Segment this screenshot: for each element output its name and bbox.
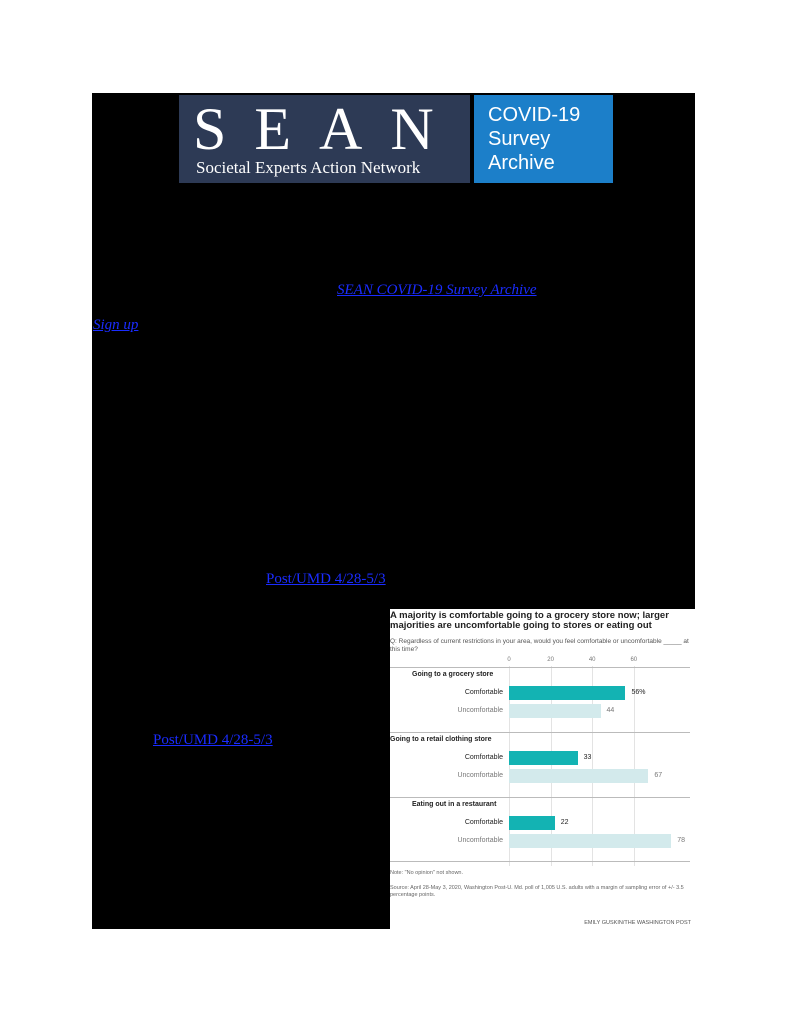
group-separator	[390, 797, 690, 798]
signup-link[interactable]: Sign up	[93, 317, 139, 333]
axis-tick-label: 0	[507, 657, 511, 663]
data-label: 44	[606, 707, 615, 714]
survey-bar-chart	[390, 609, 695, 929]
chart-source: Source: April 28-May 3, 2020, Washington Post-U. Md. poll of 1,005 U.S. adults with a margin of sampling error of +/- 3.5 percentage points.	[390, 885, 684, 898]
data-label: 56%	[631, 689, 646, 696]
comfortable-bar	[509, 751, 578, 765]
uncomfortable-bar	[509, 769, 648, 783]
logo-badge-line: COVID-19	[488, 104, 581, 126]
chart-note: Note: "No opinion" not shown.	[390, 870, 464, 876]
row-label: Uncomfortable	[457, 707, 503, 714]
group-separator	[390, 667, 690, 668]
logo-badge-line: Survey	[488, 128, 551, 150]
chart-question: Q: Regardless of current restrictions in your area, would you feel comfortable or uncomfortable _____ at this time?	[390, 638, 689, 653]
sean-logo	[179, 95, 613, 183]
chart-credit: EMILY GUSKIN/THE WASHINGTON POST	[584, 920, 691, 926]
data-label: 78	[677, 837, 686, 844]
group-separator	[390, 861, 690, 862]
row-label: Comfortable	[464, 689, 503, 696]
group-label: Eating out in a restaurant	[412, 801, 497, 808]
archive-link[interactable]: SEAN COVID-19 Survey Archive	[337, 282, 537, 298]
source-link-2[interactable]: Post/UMD 4/28-5/3	[153, 732, 273, 748]
group-label: Going to a grocery store	[412, 671, 494, 678]
uncomfortable-bar	[509, 834, 671, 848]
data-label: 67	[654, 772, 663, 779]
comfortable-bar	[509, 686, 625, 700]
group-separator	[390, 732, 690, 733]
chart-title: A majority is comfortable going to a grocery store now; larger majorities are uncomfortable going to stores or eating out	[390, 610, 669, 631]
data-label: 22	[560, 819, 569, 826]
logo-badge-block	[474, 95, 613, 183]
logo-badge-text	[488, 103, 580, 175]
data-label: 33	[583, 754, 592, 761]
axis-tick-label: 20	[547, 657, 554, 663]
axis-tick-label: 60	[630, 657, 638, 663]
row-label: Uncomfortable	[457, 772, 503, 779]
logo-badge-line: Archive	[488, 152, 555, 174]
logo-title: SEAN	[193, 96, 462, 162]
uncomfortable-bar	[509, 704, 601, 718]
logo-subtitle: Societal Experts Action Network	[196, 158, 421, 177]
axis-tick-label: 40	[588, 657, 596, 663]
group-label: Going to a retail clothing store	[390, 736, 492, 743]
source-link-1[interactable]: Post/UMD 4/28-5/3	[266, 571, 386, 587]
row-label: Comfortable	[464, 754, 503, 761]
row-label: Uncomfortable	[457, 837, 503, 844]
comfortable-bar	[509, 816, 555, 830]
row-label: Comfortable	[464, 819, 503, 826]
logo-left-block	[179, 95, 470, 183]
